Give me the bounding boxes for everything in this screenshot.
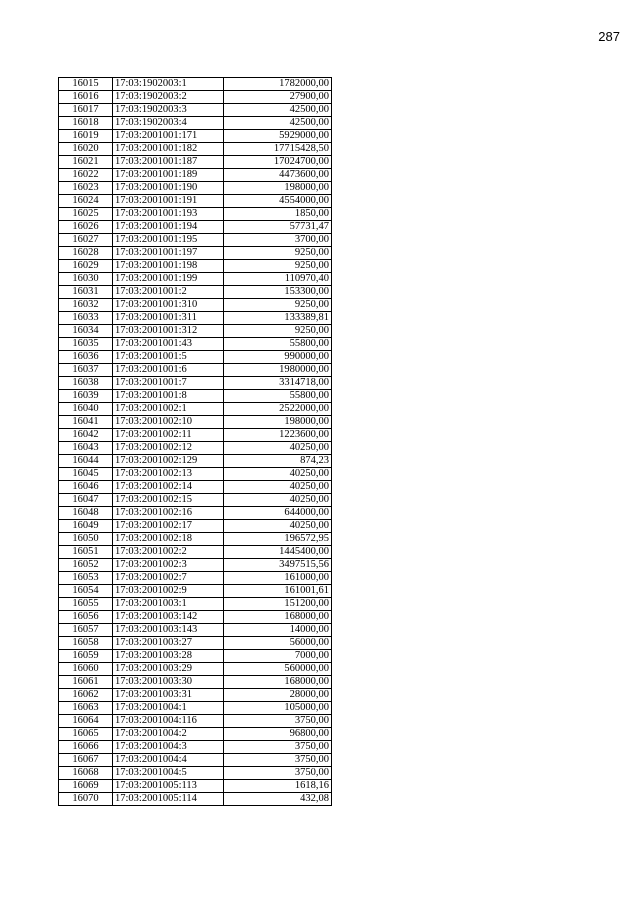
row-number-cell: 16015 (59, 78, 113, 91)
table-row (59, 325, 332, 338)
table-row (59, 702, 332, 715)
cadastral-code-cell: 17:03:2001001:194 (113, 221, 224, 234)
amount-cell: 9250,00 (224, 325, 332, 338)
table-row (59, 234, 332, 247)
row-number-cell: 16038 (59, 377, 113, 390)
amount-cell: 27900,00 (224, 91, 332, 104)
table-row (59, 104, 332, 117)
table-row (59, 299, 332, 312)
cadastral-code-cell: 17:03:1902003:1 (113, 78, 224, 91)
row-number-cell: 16027 (59, 234, 113, 247)
row-number-cell: 16018 (59, 117, 113, 130)
amount-cell: 1782000,00 (224, 78, 332, 91)
row-number-cell: 16045 (59, 468, 113, 481)
amount-cell: 17024700,00 (224, 156, 332, 169)
table-row (59, 78, 332, 91)
table-row (59, 455, 332, 468)
amount-cell: 5929000,00 (224, 130, 332, 143)
amount-cell: 17715428,50 (224, 143, 332, 156)
cadastral-code-cell: 17:03:2001003:30 (113, 676, 224, 689)
cadastral-code-cell: 17:03:2001002:14 (113, 481, 224, 494)
amount-cell: 57731,47 (224, 221, 332, 234)
row-number-cell: 16023 (59, 182, 113, 195)
cadastral-code-cell: 17:03:2001002:18 (113, 533, 224, 546)
table-row (59, 143, 332, 156)
cadastral-code-cell: 17:03:2001002:2 (113, 546, 224, 559)
cadastral-code-cell: 17:03:2001001:7 (113, 377, 224, 390)
row-number-cell: 16037 (59, 364, 113, 377)
row-number-cell: 16055 (59, 598, 113, 611)
table-row (59, 533, 332, 546)
amount-cell: 3750,00 (224, 741, 332, 754)
row-number-cell: 16026 (59, 221, 113, 234)
amount-cell: 161001,61 (224, 585, 332, 598)
cadastral-code-cell: 17:03:2001001:193 (113, 208, 224, 221)
row-number-cell: 16036 (59, 351, 113, 364)
amount-cell: 874,23 (224, 455, 332, 468)
row-number-cell: 16062 (59, 689, 113, 702)
row-number-cell: 16057 (59, 624, 113, 637)
cadastral-code-cell: 17:03:2001002:1 (113, 403, 224, 416)
cadastral-code-cell: 17:03:2001001:2 (113, 286, 224, 299)
amount-cell: 3750,00 (224, 754, 332, 767)
table-row (59, 598, 332, 611)
amount-cell: 198000,00 (224, 182, 332, 195)
cadastral-code-cell: 17:03:2001002:15 (113, 494, 224, 507)
amount-cell: 7000,00 (224, 650, 332, 663)
cadastral-code-cell: 17:03:2001002:13 (113, 468, 224, 481)
table-row (59, 221, 332, 234)
table-row (59, 130, 332, 143)
cadastral-code-cell: 17:03:2001005:114 (113, 793, 224, 806)
amount-cell: 3750,00 (224, 715, 332, 728)
amount-cell: 198000,00 (224, 416, 332, 429)
table-row (59, 390, 332, 403)
row-number-cell: 16028 (59, 247, 113, 260)
table-row (59, 117, 332, 130)
row-number-cell: 16066 (59, 741, 113, 754)
amount-cell: 9250,00 (224, 247, 332, 260)
row-number-cell: 16061 (59, 676, 113, 689)
amount-cell: 168000,00 (224, 676, 332, 689)
row-number-cell: 16056 (59, 611, 113, 624)
table-row (59, 338, 332, 351)
cadastral-code-cell: 17:03:2001003:29 (113, 663, 224, 676)
row-number-cell: 16047 (59, 494, 113, 507)
row-number-cell: 16034 (59, 325, 113, 338)
amount-cell: 40250,00 (224, 442, 332, 455)
row-number-cell: 16019 (59, 130, 113, 143)
table-row (59, 91, 332, 104)
row-number-cell: 16063 (59, 702, 113, 715)
cadastral-code-cell: 17:03:1902003:3 (113, 104, 224, 117)
cadastral-code-cell: 17:03:2001002:11 (113, 429, 224, 442)
cadastral-code-cell: 17:03:2001002:10 (113, 416, 224, 429)
cadastral-code-cell: 17:03:2001003:143 (113, 624, 224, 637)
cadastral-code-cell: 17:03:2001002:9 (113, 585, 224, 598)
row-number-cell: 16068 (59, 767, 113, 780)
amount-cell: 2522000,00 (224, 403, 332, 416)
row-number-cell: 16048 (59, 507, 113, 520)
cadastral-code-cell: 17:03:2001001:191 (113, 195, 224, 208)
cadastral-code-cell: 17:03:2001002:17 (113, 520, 224, 533)
table-row (59, 559, 332, 572)
cadastral-code-cell: 17:03:1902003:2 (113, 91, 224, 104)
row-number-cell: 16032 (59, 299, 113, 312)
table-row (59, 208, 332, 221)
cadastral-code-cell: 17:03:2001001:199 (113, 273, 224, 286)
table-row (59, 312, 332, 325)
row-number-cell: 16064 (59, 715, 113, 728)
row-number-cell: 16020 (59, 143, 113, 156)
amount-cell: 1980000,00 (224, 364, 332, 377)
cadastral-code-cell: 17:03:2001002:12 (113, 442, 224, 455)
table-row (59, 585, 332, 598)
table-row (59, 793, 332, 806)
row-number-cell: 16029 (59, 260, 113, 273)
amount-cell: 4473600,00 (224, 169, 332, 182)
row-number-cell: 16060 (59, 663, 113, 676)
table-row (59, 520, 332, 533)
amount-cell: 3497515,56 (224, 559, 332, 572)
table-row (59, 377, 332, 390)
cadastral-code-cell: 17:03:2001001:6 (113, 364, 224, 377)
cadastral-code-cell: 17:03:2001001:312 (113, 325, 224, 338)
amount-cell: 3700,00 (224, 234, 332, 247)
records-table (58, 77, 332, 806)
table-row (59, 637, 332, 650)
amount-cell: 1850,00 (224, 208, 332, 221)
table-row (59, 481, 332, 494)
cadastral-code-cell: 17:03:2001005:113 (113, 780, 224, 793)
cadastral-code-cell: 17:03:2001003:27 (113, 637, 224, 650)
amount-cell: 1618,16 (224, 780, 332, 793)
amount-cell: 40250,00 (224, 520, 332, 533)
row-number-cell: 16046 (59, 481, 113, 494)
amount-cell: 153300,00 (224, 286, 332, 299)
table-row (59, 182, 332, 195)
cadastral-code-cell: 17:03:2001001:189 (113, 169, 224, 182)
amount-cell: 990000,00 (224, 351, 332, 364)
amount-cell: 4554000,00 (224, 195, 332, 208)
page-number: 287 (598, 29, 620, 44)
row-number-cell: 16065 (59, 728, 113, 741)
amount-cell: 1445400,00 (224, 546, 332, 559)
amount-cell: 105000,00 (224, 702, 332, 715)
table-row (59, 247, 332, 260)
amount-cell: 9250,00 (224, 260, 332, 273)
amount-cell: 96800,00 (224, 728, 332, 741)
table-row (59, 442, 332, 455)
cadastral-code-cell: 17:03:2001001:190 (113, 182, 224, 195)
amount-cell: 40250,00 (224, 481, 332, 494)
cadastral-code-cell: 17:03:2001001:310 (113, 299, 224, 312)
table-row (59, 429, 332, 442)
row-number-cell: 16021 (59, 156, 113, 169)
amount-cell: 42500,00 (224, 104, 332, 117)
row-number-cell: 16016 (59, 91, 113, 104)
row-number-cell: 16017 (59, 104, 113, 117)
amount-cell: 560000,00 (224, 663, 332, 676)
table-row (59, 468, 332, 481)
cadastral-code-cell: 17:03:2001004:2 (113, 728, 224, 741)
table-row (59, 156, 332, 169)
table-row (59, 286, 332, 299)
row-number-cell: 16030 (59, 273, 113, 286)
table-row (59, 195, 332, 208)
row-number-cell: 16039 (59, 390, 113, 403)
table-row (59, 546, 332, 559)
row-number-cell: 16042 (59, 429, 113, 442)
row-number-cell: 16059 (59, 650, 113, 663)
cadastral-code-cell: 17:03:2001004:116 (113, 715, 224, 728)
row-number-cell: 16051 (59, 546, 113, 559)
row-number-cell: 16069 (59, 780, 113, 793)
row-number-cell: 16022 (59, 169, 113, 182)
amount-cell: 133389,81 (224, 312, 332, 325)
cadastral-code-cell: 17:03:2001001:311 (113, 312, 224, 325)
row-number-cell: 16025 (59, 208, 113, 221)
cadastral-code-cell: 17:03:2001002:16 (113, 507, 224, 520)
cadastral-code-cell: 17:03:2001001:43 (113, 338, 224, 351)
table-row (59, 728, 332, 741)
amount-cell: 3750,00 (224, 767, 332, 780)
amount-cell: 40250,00 (224, 468, 332, 481)
table-row (59, 169, 332, 182)
table-row (59, 611, 332, 624)
amount-cell: 110970,40 (224, 273, 332, 286)
cadastral-code-cell: 17:03:2001004:4 (113, 754, 224, 767)
row-number-cell: 16041 (59, 416, 113, 429)
cadastral-code-cell: 17:03:2001004:3 (113, 741, 224, 754)
table-row (59, 741, 332, 754)
row-number-cell: 16044 (59, 455, 113, 468)
amount-cell: 55800,00 (224, 338, 332, 351)
table-row (59, 780, 332, 793)
cadastral-code-cell: 17:03:2001003:28 (113, 650, 224, 663)
table-row (59, 689, 332, 702)
table-row (59, 572, 332, 585)
cadastral-code-cell: 17:03:2001003:31 (113, 689, 224, 702)
row-number-cell: 16050 (59, 533, 113, 546)
amount-cell: 1223600,00 (224, 429, 332, 442)
table-row (59, 364, 332, 377)
table-row (59, 273, 332, 286)
amount-cell: 196572,95 (224, 533, 332, 546)
row-number-cell: 16058 (59, 637, 113, 650)
amount-cell: 56000,00 (224, 637, 332, 650)
table-row (59, 494, 332, 507)
table-row (59, 650, 332, 663)
cadastral-code-cell: 17:03:2001002:129 (113, 455, 224, 468)
row-number-cell: 16031 (59, 286, 113, 299)
cadastral-code-cell: 17:03:2001001:171 (113, 130, 224, 143)
row-number-cell: 16049 (59, 520, 113, 533)
cadastral-code-cell: 17:03:2001001:197 (113, 247, 224, 260)
records-table-body (59, 78, 332, 806)
table-row (59, 715, 332, 728)
cadastral-code-cell: 17:03:2001001:8 (113, 390, 224, 403)
row-number-cell: 16043 (59, 442, 113, 455)
table-row (59, 767, 332, 780)
amount-cell: 3314718,00 (224, 377, 332, 390)
cadastral-code-cell: 17:03:2001001:5 (113, 351, 224, 364)
amount-cell: 14000,00 (224, 624, 332, 637)
amount-cell: 644000,00 (224, 507, 332, 520)
amount-cell: 55800,00 (224, 390, 332, 403)
row-number-cell: 16052 (59, 559, 113, 572)
amount-cell: 161000,00 (224, 572, 332, 585)
table-row (59, 416, 332, 429)
cadastral-code-cell: 17:03:2001002:3 (113, 559, 224, 572)
table-row (59, 624, 332, 637)
cadastral-code-cell: 17:03:1902003:4 (113, 117, 224, 130)
amount-cell: 40250,00 (224, 494, 332, 507)
amount-cell: 168000,00 (224, 611, 332, 624)
cadastral-code-cell: 17:03:2001001:187 (113, 156, 224, 169)
cadastral-code-cell: 17:03:2001003:142 (113, 611, 224, 624)
cadastral-code-cell: 17:03:2001001:195 (113, 234, 224, 247)
row-number-cell: 16035 (59, 338, 113, 351)
table-row (59, 403, 332, 416)
amount-cell: 42500,00 (224, 117, 332, 130)
table-row (59, 754, 332, 767)
row-number-cell: 16024 (59, 195, 113, 208)
table-row (59, 507, 332, 520)
row-number-cell: 16067 (59, 754, 113, 767)
row-number-cell: 16054 (59, 585, 113, 598)
row-number-cell: 16040 (59, 403, 113, 416)
amount-cell: 28000,00 (224, 689, 332, 702)
cadastral-code-cell: 17:03:2001004:1 (113, 702, 224, 715)
cadastral-code-cell: 17:03:2001004:5 (113, 767, 224, 780)
table-row (59, 676, 332, 689)
table-row (59, 260, 332, 273)
cadastral-code-cell: 17:03:2001002:7 (113, 572, 224, 585)
cadastral-code-cell: 17:03:2001001:198 (113, 260, 224, 273)
amount-cell: 432,08 (224, 793, 332, 806)
cadastral-code-cell: 17:03:2001003:1 (113, 598, 224, 611)
row-number-cell: 16033 (59, 312, 113, 325)
amount-cell: 151200,00 (224, 598, 332, 611)
row-number-cell: 16053 (59, 572, 113, 585)
table-row (59, 351, 332, 364)
row-number-cell: 16070 (59, 793, 113, 806)
table-row (59, 663, 332, 676)
cadastral-code-cell: 17:03:2001001:182 (113, 143, 224, 156)
amount-cell: 9250,00 (224, 299, 332, 312)
